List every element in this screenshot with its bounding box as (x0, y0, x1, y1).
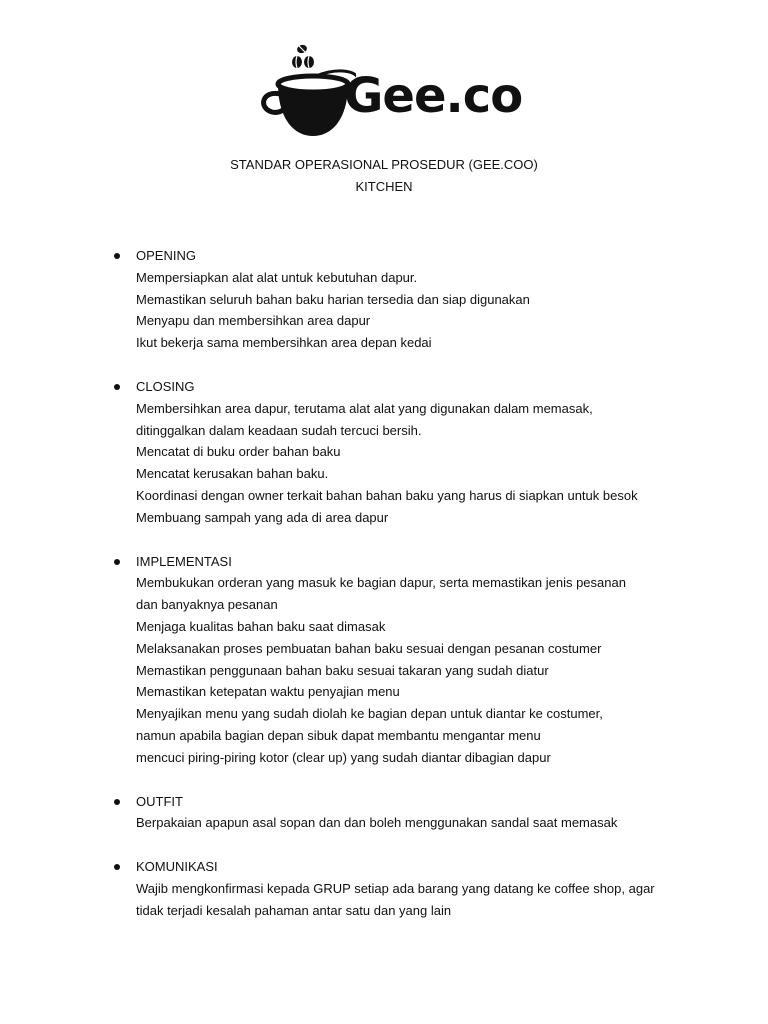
section-line: Mempersiapkan alat alat untuk kebutuhan dapur. (136, 269, 418, 285)
section-closing (0, 376, 768, 529)
section-line: Membukukan orderan yang masuk ke bagian dapur, serta memastikan jenis pesanan (136, 575, 626, 591)
section-line: Koordinasi dengan owner terkait bahan bahan baku yang harus di siapkan untuk besok (136, 487, 638, 503)
bullet-icon (114, 384, 120, 390)
section-heading: OPENING (136, 248, 196, 263)
section-line: Membuang sampah yang ada di area dapur (136, 509, 389, 525)
section-line: namun apabila bagian depan sibuk dapat membantu mengantar menu (136, 727, 541, 743)
section-line: tidak terjadi kesalah pahaman antar satu dan yang lain (136, 902, 452, 918)
section-line: Wajib mengkonfirmasi kepada GRUP setiap ada barang yang datang ke coffee shop, agar (136, 880, 655, 896)
section-line: Menjaga kualitas bahan baku saat dimasak (136, 618, 386, 634)
section-outfit (0, 791, 768, 835)
section-line: Memastikan seluruh bahan baku harian tersedia dan siap digunakan (136, 291, 530, 307)
section-komunikasi (0, 856, 768, 921)
coffee-cup-with-beans-icon (256, 42, 356, 142)
section-heading: IMPLEMENTASI (136, 553, 232, 569)
section-line: mencuci piring-piring kotor (clear up) yang sudah diantar dibagian dapur (136, 749, 551, 765)
bullet-icon (114, 559, 120, 565)
section-heading: OUTFIT (136, 793, 183, 809)
bullet-icon (114, 799, 120, 805)
section-line: Melaksanakan proses pembuatan bahan baku sesuai dengan pesanan costumer (136, 640, 602, 656)
section-line: ditinggalkan dalam keadaan sudah tercuci bersih. (136, 422, 422, 438)
bullet-icon (114, 864, 120, 870)
section-heading: CLOSING (136, 378, 195, 394)
document-header (0, 154, 768, 198)
section-line: Mencatat di buku order bahan baku (136, 444, 341, 460)
section-line: dan banyaknya pesanan (136, 597, 278, 613)
sop-sections (0, 245, 768, 944)
section-line: Memastikan penggunaan bahan baku sesuai takaran yang sudah diatur (136, 662, 549, 678)
brand-wordmark: Gee.co (344, 68, 523, 124)
section-line: Menyapu dan membersihkan area dapur (136, 313, 371, 329)
brand-logo (256, 42, 523, 142)
section-implementasi (0, 551, 768, 769)
section-line: Ikut bekerja sama membersihkan area depan kedai (136, 335, 432, 351)
bullet-icon (114, 253, 120, 259)
section-line: Memastikan ketepatan waktu penyajian menu (136, 684, 400, 700)
section-line: Berpakaian apapun asal sopan dan dan boleh menggunakan sandal saat memasak (136, 815, 618, 831)
section-line: Mencatat kerusakan bahan baku. (136, 466, 329, 482)
section-heading: KOMUNIKASI (136, 859, 218, 875)
section-line: Menyajikan menu yang sudah diolah ke bagian depan untuk diantar ke costumer, (136, 706, 603, 722)
section-opening (0, 245, 768, 354)
section-line: Membersihkan area dapur, terutama alat alat yang digunakan dalam memasak, (136, 400, 593, 416)
document-subtitle: KITCHEN (355, 179, 413, 194)
document-title: STANDAR OPERASIONAL PROSEDUR (GEE.COO) (230, 157, 538, 172)
